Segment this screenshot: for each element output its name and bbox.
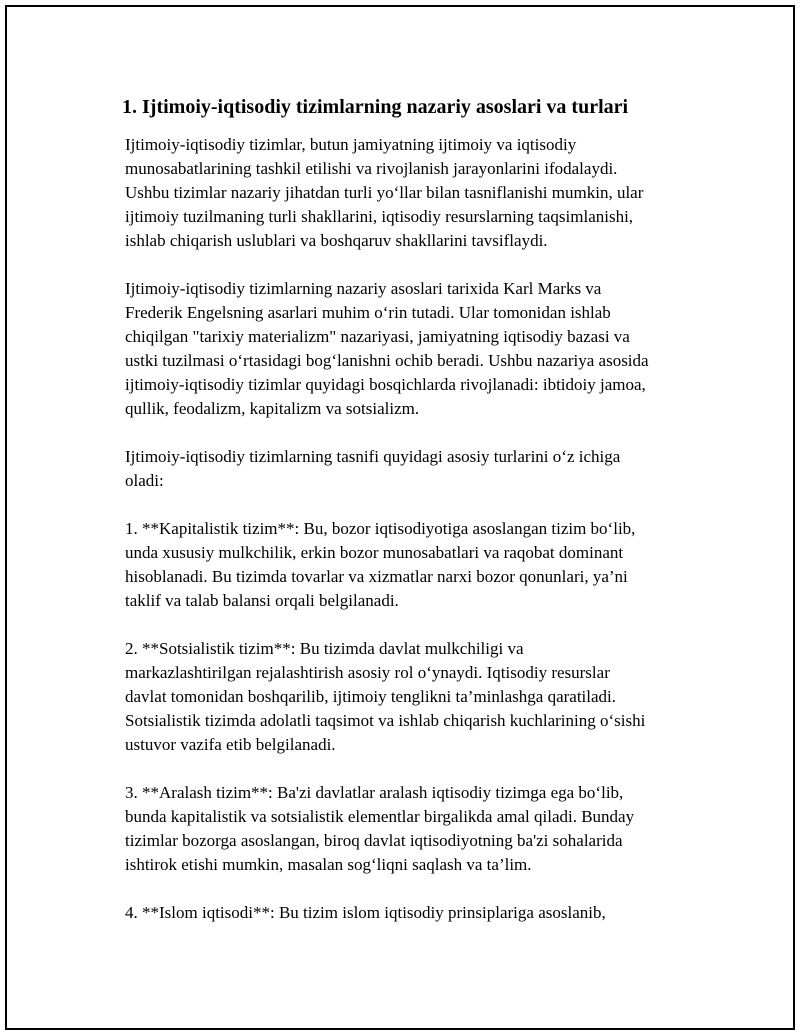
paragraph-intro: Ijtimoiy-iqtisodiy tizimlar, butun jamiyatning ijtimoiy va iqtisodiy munosabatlarining tashkil etilishi va rivojlanish jarayonlarini ifodalaydi. Ushbu tizimlar nazariy jihatdan turli yo‘llar bilan tasniflanishi mumkin, ular ijtimoiy tuzilmaning turli shakllarini, iqtisodiy resurslarning taqsimlanishi, ishlab chiqarish uslublari va boshqaruv shakllarini tavsiflaydi. <box>125 135 644 250</box>
document-body <box>119 95 679 949</box>
list-item-socialist: 2. **Sotsialistik tizim**: Bu tizimda davlat mulkchiligi va markazlashtirilgan rejalashtirish asosiy rol o‘ynaydi. Iqtisodiy resurslar davlat tomonidan boshqarilib, ijtimoiy tenglikni ta’minlashga qaratiladi. Sotsialistik tizimda adolatli taqsimot va ishlab chiqarish kuchlarining o‘sishi ustuvor vazifa etib belgilanadi. <box>125 639 646 754</box>
list-item-mixed: 3. **Aralash tizim**: Ba'zi davlatlar aralash iqtisodiy tizimga ega bo‘lib, bunda kapitalistik va sotsialistik elementlar birgalikda amal qiladi. Bunday tizimlar bozorga asoslangan, biroq davlat iqtisodiyotning ba'zi sohalarida ishtirok etishi mumkin, masalan sog‘liqni saqlash va ta’lim. <box>125 783 635 874</box>
section-heading: 1. Ijtimoiy-iqtisodiy tizimlarning nazariy asoslari va turlari <box>122 96 629 118</box>
paragraph-theory: Ijtimoiy-iqtisodiy tizimlarning nazariy asoslari tarixida Karl Marks va Frederik Engelsning asarlari muhim o‘rin tutadi. Ular tomonidan ishlab chiqilgan "tarixiy materializm" nazariyasi, jamiyatning iqtisodiy bazasi va ustki tuzilmasi o‘rtasidagi bog‘lanishni ochib beradi. Ushbu nazariya asosida ijtimoiy-iqtisodiy tizimlar quyidagi bosqichlarda rivojlanadi: ibtidoiy jamoa, qullik, feodalizm, kapitalizm va sotsializm. <box>125 279 649 418</box>
document-page <box>5 5 795 1030</box>
paragraph-classification: Ijtimoiy-iqtisodiy tizimlarning tasnifi quyidagi asosiy turlarini o‘z ichiga oladi: <box>125 447 621 490</box>
list-item-capitalist: 1. **Kapitalistik tizim**: Bu, bozor iqtisodiyotiga asoslangan tizim bo‘lib, unda xususiy mulkchilik, erkin bozor munosabatlari va raqobat dominant hisoblanadi. Bu tizimda tovarlar va xizmatlar narxi bozor qonunlari, ya’ni taklif va talab balansi orqali belgilanadi. <box>125 519 636 610</box>
list-item-islamic: 4. **Islom iqtisodi**: Bu tizim islom iqtisodiy prinsiplariga asoslanib, <box>125 903 606 922</box>
